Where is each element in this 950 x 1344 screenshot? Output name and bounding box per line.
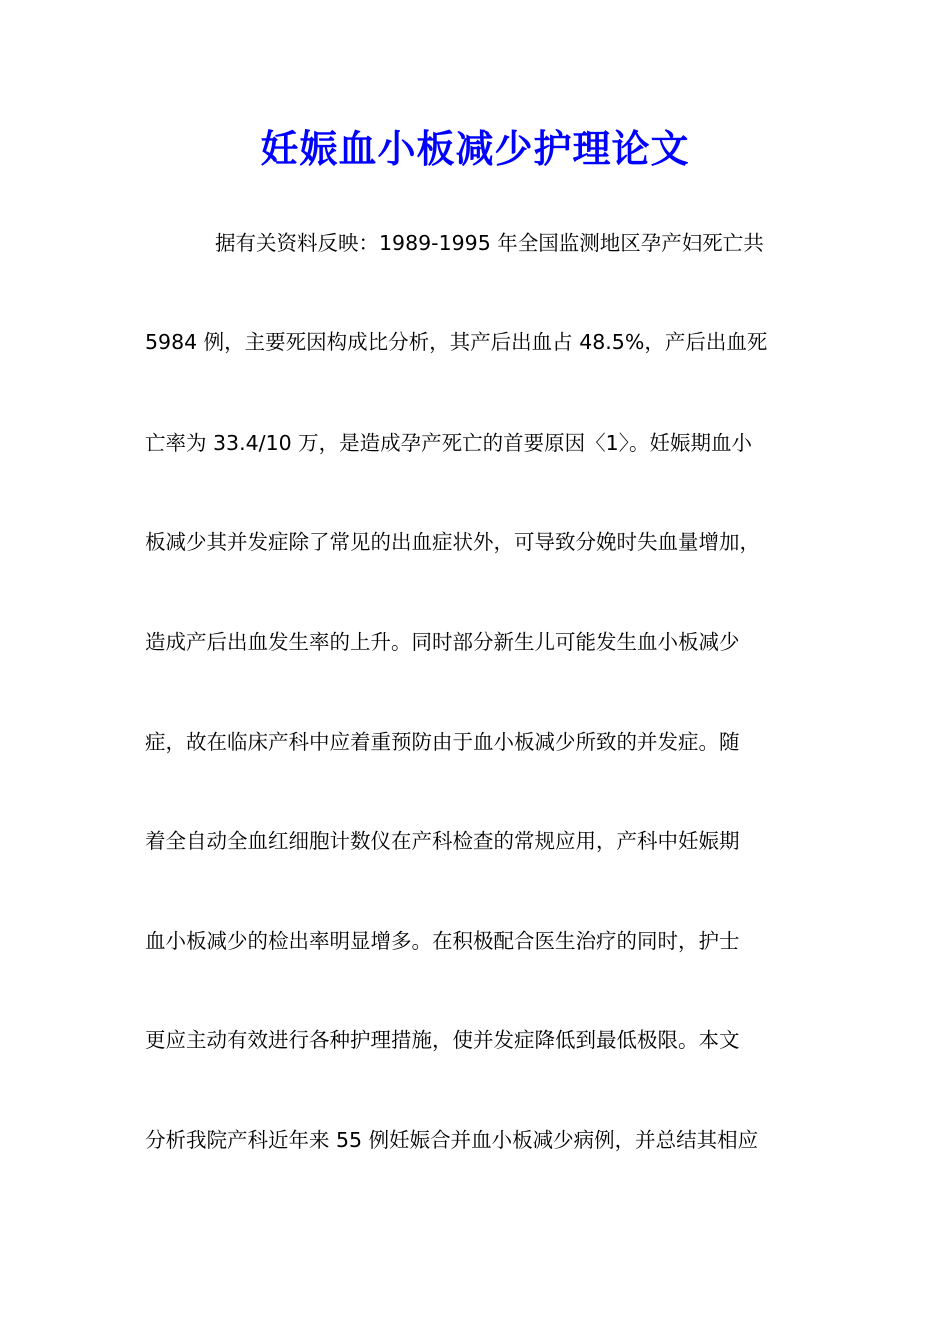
paragraph-line: 造成产后出血发生率的上升。同时部分新生儿可能发生血小板减少 (145, 630, 740, 654)
paragraph-line: 据有关资料反映：1989-1995 年全国监测地区孕产妇死亡共 (215, 231, 764, 255)
paragraph-line: 分析我院产科近年来 55 例妊娠合并血小板减少病例，并总结其相应 (145, 1128, 759, 1152)
paragraph-line: 症，故在临床产科中应着重预防由于血小板减少所致的并发症。随 (145, 730, 740, 754)
paragraph-line: 亡率为 33.4/10 万，是造成孕产死亡的首要原因〈1〉。妊娠期血小 (145, 431, 752, 455)
paragraph-line: 更应主动有效进行各种护理措施，使并发症降低到最低极限。本文 (145, 1028, 740, 1052)
paragraph-line: 板减少其并发症除了常见的出血症状外，可导致分娩时失血量增加， (145, 530, 760, 554)
paragraph-line: 血小板减少的检出率明显增多。在积极配合医生治疗的同时，护士 (145, 929, 740, 953)
paragraph-line: 着全自动全血红细胞计数仪在产科检查的常规应用，产科中妊娠期 (145, 829, 740, 853)
paragraph-line: 5984 例，主要死因构成比分析，其产后出血占 48.5%，产后出血死 (145, 330, 768, 354)
document-title: 妊娠血小板减少护理论文 (260, 126, 690, 171)
